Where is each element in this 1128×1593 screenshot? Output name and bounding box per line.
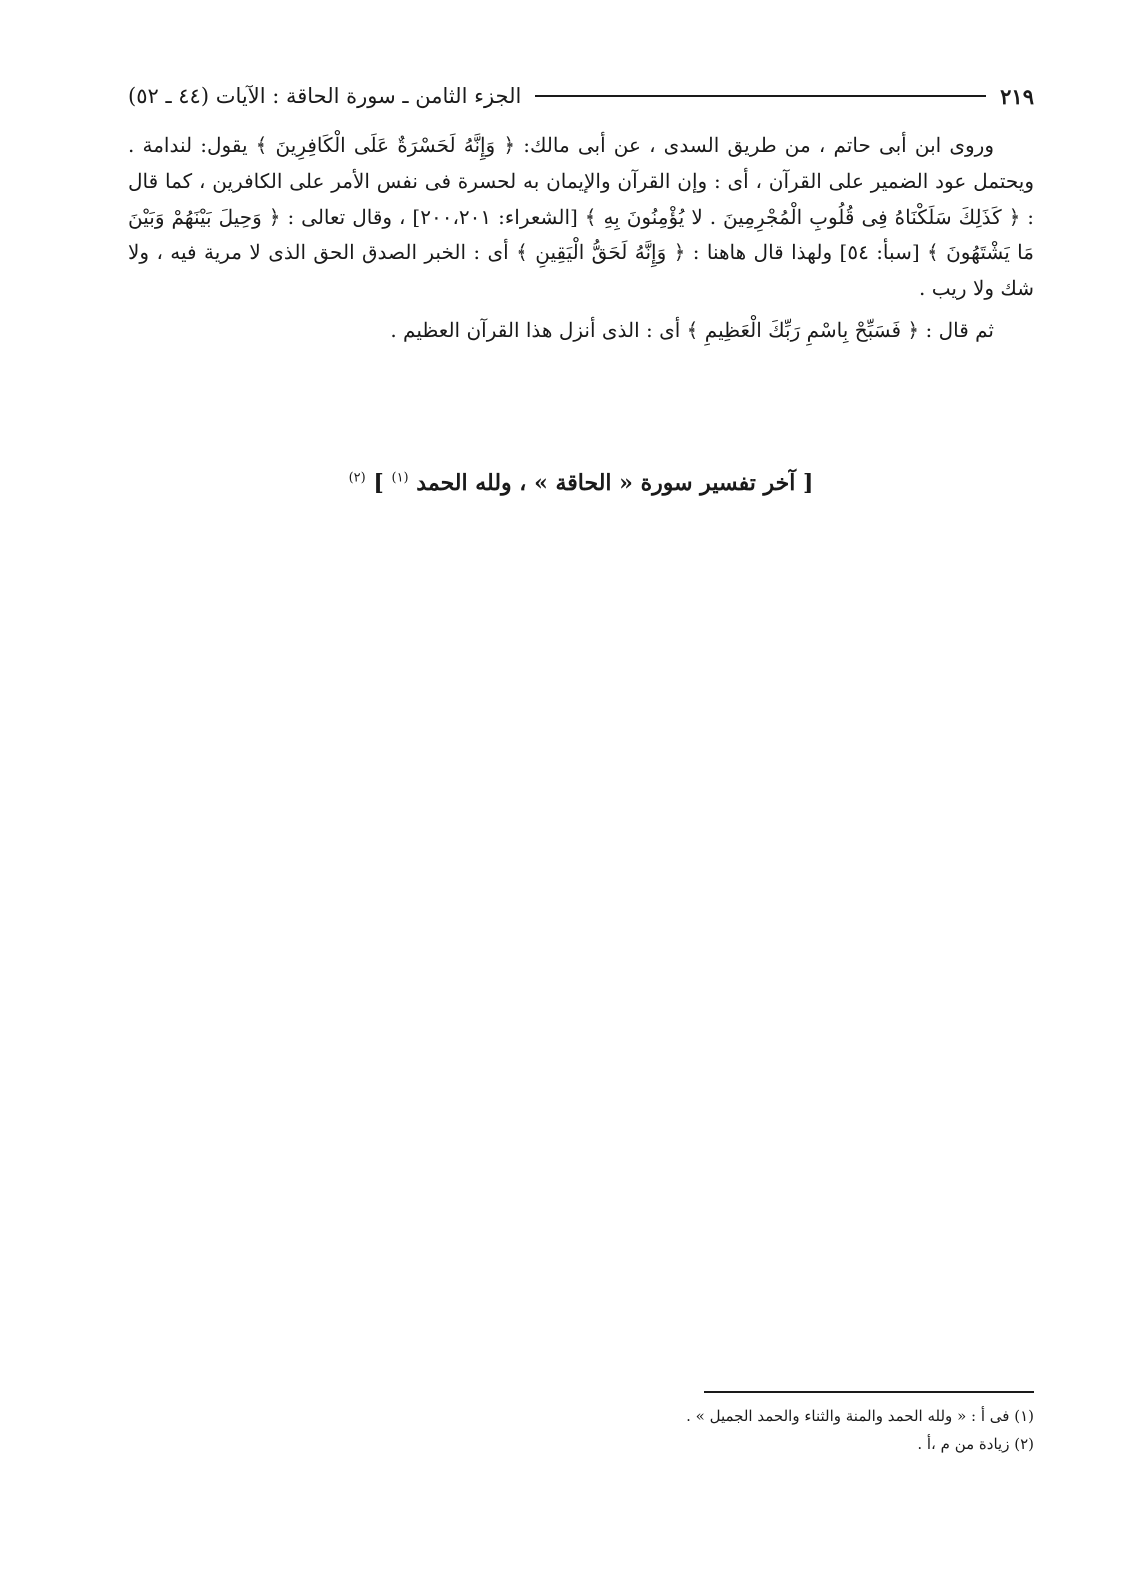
running-header	[128, 78, 1034, 114]
main-text	[128, 128, 1034, 349]
running-header-title: الجزء الثامن ـ سورة الحاقة : الآيات (٤٤ ـ ٥٢)	[128, 84, 522, 108]
closing-bracket: ]	[373, 470, 384, 496]
paragraph: ثم قال : ﴿ فَسَبِّحْ بِاسْمِ رَبِّكَ الْعَظِيمِ ﴾ أى : الذى أنزل هذا القرآن العظيم .	[390, 317, 994, 342]
page-number: ٢١٩	[1000, 83, 1034, 109]
footnote-2: (٢) زيادة من م ،أ .	[917, 1435, 1034, 1453]
footnote-ref-1: (١)	[391, 470, 409, 486]
footnote-1: (١) فى أ : « ولله الحمد والمنة والثناء والحمد الجميل » .	[686, 1407, 1034, 1425]
header-rule	[535, 95, 986, 97]
footnote-ref-2: (٢)	[348, 470, 366, 486]
footnotes	[500, 1402, 1034, 1458]
surah-closing-line	[128, 470, 1034, 496]
footnote-rule	[704, 1391, 1034, 1393]
closing-text: [ آخر تفسير سورة « الحاقة » ، ولله الحمد	[416, 470, 814, 496]
paragraph: وروى ابن أبى حاتم ، من طريق السدى ، عن أبى مالك: ﴿ وَإِنَّهُ لَحَسْرَةٌ عَلَى الْكَافِرِينَ ﴾ يقول: لندامة . ويحتمل عود الضمير على القرآن ، أى : وإن القرآن والإيمان به لحسرة فى نفس الأمر على الكافرين ، كما قال : ﴿ كَذَلِكَ سَلَكْنَاهُ فِى قُلُوبِ الْمُجْرِمِينَ . لا يُؤْمِنُونَ بِهِ ﴾ [الشعراء: ٢٠٠،٢٠١] ، وقال تعالى : ﴿ وَحِيلَ بَيْنَهُمْ وَبَيْنَ مَا يَشْتَهُونَ ﴾ [سبأ: ٥٤] ولهذا قال هاهنا : ﴿ وَإِنَّهُ لَحَقُّ الْيَقِينِ ﴾ أى : الخبر الصدق الحق الذى لا مرية فيه ، ولا شك ولا ريب .	[128, 133, 1035, 301]
